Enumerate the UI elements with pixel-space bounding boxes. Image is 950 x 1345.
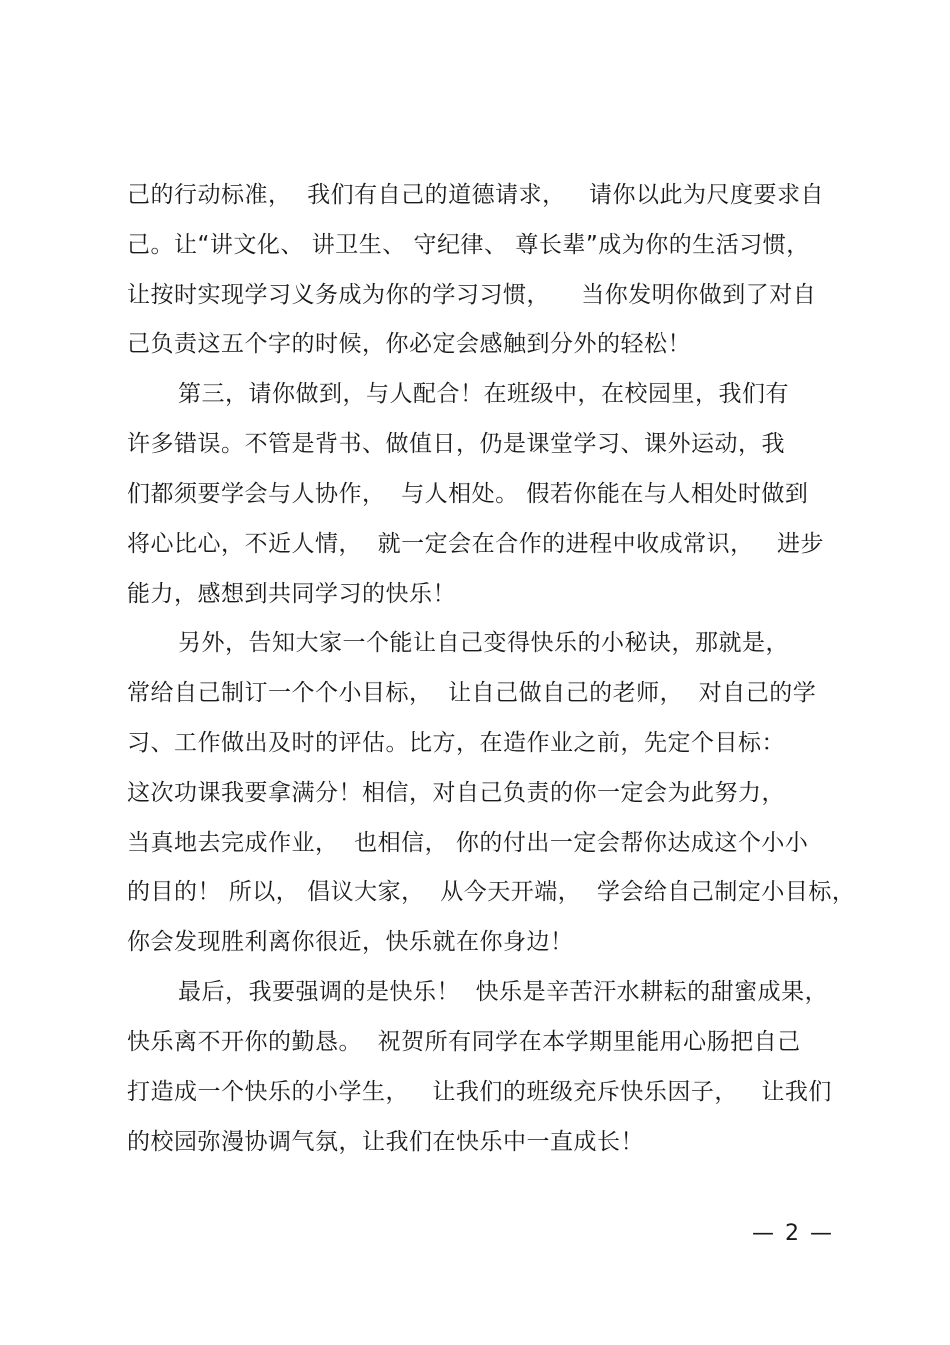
- paragraph-line: 另外，告知大家一个能让自己变得快乐的小秘诀，那就是，: [178, 630, 789, 656]
- paragraph-line: 打造成一个快乐的小学生， 让我们的班级充斥快乐因子， 让我们: [127, 1079, 832, 1105]
- paragraph-line: 最后，我要强调的是快乐！ 快乐是辛苦汗水耕耘的甜蜜成果，: [178, 979, 829, 1005]
- paragraph-line: 的校园弥漫协调气氛，让我们在快乐中一直成长！: [127, 1129, 644, 1155]
- paragraph-line: 己负责这五个字的时候，你必定会感触到分外的轻松！: [127, 331, 691, 357]
- paragraph-line: 的目的！ 所以， 倡议大家， 从今天开端， 学会给自己制定小目标，: [127, 879, 856, 905]
- paragraph-line: 们都须要学会与人协作， 与人相处。 假若你能在与人相处时做到: [127, 481, 809, 507]
- paragraph-line: 习、工作做出及时的评估。比方，在造作业之前，先定个目标：: [127, 730, 785, 756]
- paragraph-line: 快乐离不开你的勤恳。 祝贺所有同学在本学期里能用心肠把自己: [127, 1029, 801, 1055]
- paragraph-line: 让按时实现学习义务成为你的学习习惯， 当你发明你做到了对自: [127, 282, 817, 308]
- paragraph-line: 己。让“讲文化、 讲卫生、 守纪律、 尊长辈”成为你的生活习惯，: [127, 232, 810, 258]
- paragraph-line: 能力，感想到共同学习的快乐！: [127, 581, 456, 607]
- paragraph-line: 这次功课我要拿满分！相信，对自己负责的你一定会为此努力，: [127, 780, 785, 806]
- paragraph-line: 己的行动标准， 我们有自己的道德请求， 请你以此为尺度要求自: [127, 182, 825, 208]
- paragraph-line: 常给自己制订一个个小目标， 让自己做自己的老师， 对自己的学: [127, 680, 817, 706]
- paragraph-line: 你会发现胜利离你很近，快乐就在你身边！: [127, 929, 574, 955]
- paragraph-line: 第三，请你做到，与人配合！在班级中，在校园里，我们有: [178, 381, 789, 407]
- paragraph-line: 许多错误。不管是背书、做值日，仍是课堂学习、课外运动，我: [127, 431, 785, 457]
- paragraph-line: 当真地去完成作业， 也相信， 你的付出一定会帮你达成这个小小: [127, 830, 809, 856]
- page-number: — 2 —: [752, 1221, 834, 1246]
- paragraph-line: 将心比心，不近人情， 就一定会在合作的进程中收成常识， 进步: [127, 531, 825, 557]
